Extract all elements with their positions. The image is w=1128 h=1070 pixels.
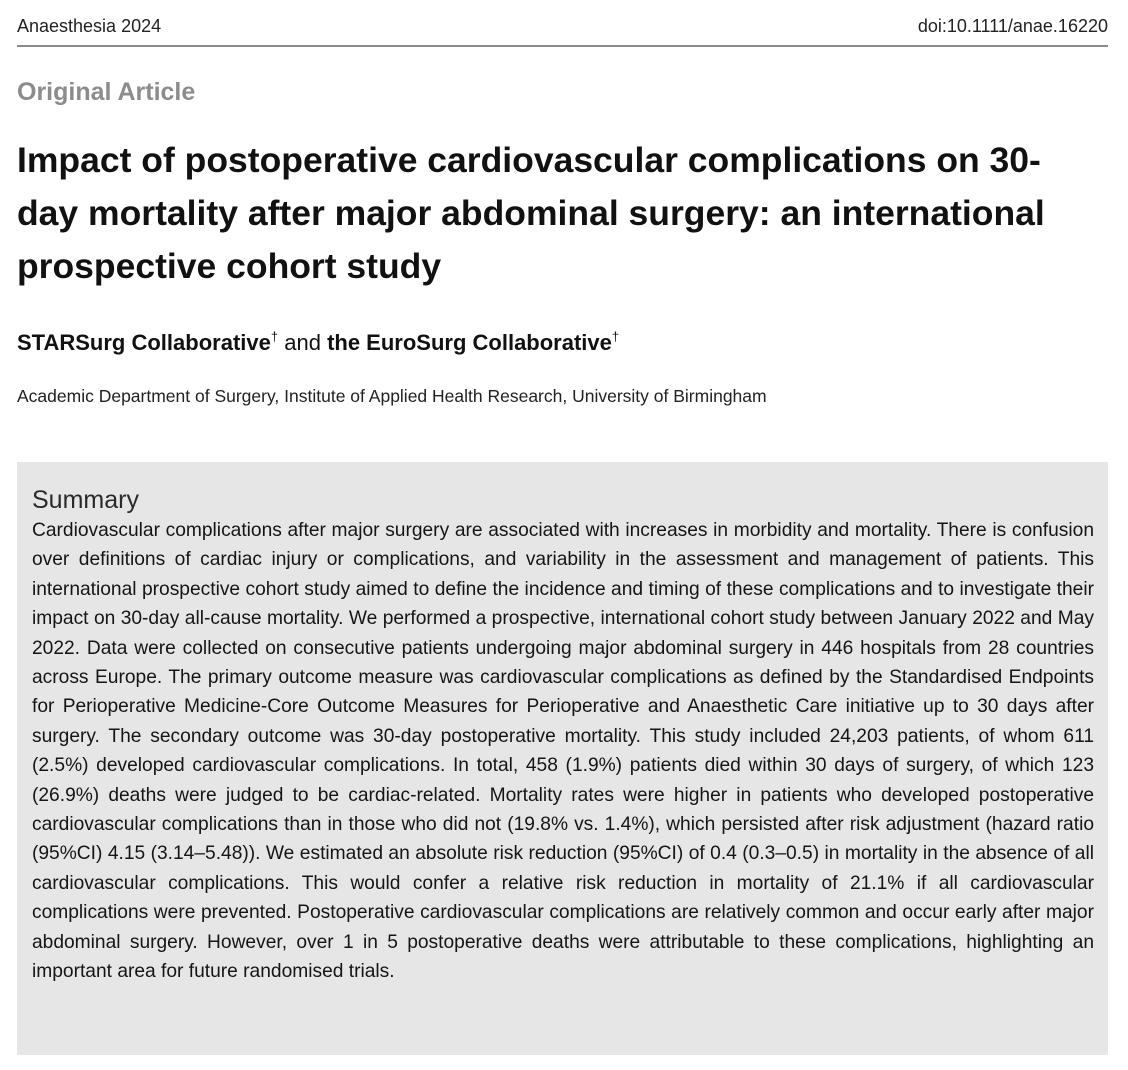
author-name[interactable]: STARSurg Collaborative [17, 330, 271, 355]
summary-heading: Summary [32, 486, 139, 514]
article-page [17, 0, 1108, 1070]
running-header [17, 13, 1108, 39]
article-title: Impact of postoperative cardiovascular complications on 30-day mortality after major abdominal surgery: an international prospective cohort study [17, 140, 1045, 286]
summary-text: Cardiovascular complications after major surgery are associated with increases in morbidity and mortality. There is confusion over definitions of cardiac injury or complications, and variability in the assessment and management of patients. This international prospective cohort study aimed to define the incidence and timing of these complications and to investigate their impact on 30-day all-cause mortality. We performed a prospective, international cohort study between January 2022 and May 2022. Data were collected on consecutive patients undergoing major abdominal surgery in 446 hospitals from 28 countries across Europe. The primary outcome measure was cardiovascular complications as defined by the Standardised Endpoints for Perioperative Medicine-Core Outcome Measures for Perioperative and Anaesthetic Care initiative up to 30 days after surgery. The secondary outcome was 30-day postoperative mortality. This study included 24,203 patients, of whom 611 (2.5%) developed cardiovascular complications. In total, 458 (1.9%) patients died within 30 days of surgery, of which 123 (26.9%) deaths were judged to be cardiac-related. Mortality rates were higher in patients who developed postoperative cardiovascular complications than in those who did not (19.8% vs. 1.4%), which persisted after risk adjustment (hazard ratio (95%CI) 4.15 (3.14–5.48)). We estimated an absolute risk reduction (95%CI) of 0.4 (0.3–0.5) in mortality in the absence of all cardiovascular complications. This would confer a relative risk reduction in mortality of 21.1% if all cardiovascular complications were prevented. Postoperative cardiovascular complications are relatively common and occur early after major abdominal surgery. However, over 1 in 5 postoperative deaths were attributable to these complications, highlighting an important area for future randomised trials. [32, 520, 1094, 983]
author-affiliation: Academic Department of Surgery, Institute of Applied Health Research, University of Birmingham [17, 386, 767, 406]
author-footnote-mark[interactable]: † [611, 329, 620, 344]
author-connector: and [284, 330, 321, 355]
author-list [17, 330, 619, 356]
doi-link[interactable]: doi:10.1111/anae.16220 [917, 15, 1108, 36]
journal-name: Anaesthesia 2024 [17, 15, 162, 36]
summary-box [17, 462, 1108, 1055]
article-type-label: Original Article [17, 78, 196, 106]
author-name[interactable]: the EuroSurg Collaborative [327, 330, 612, 355]
author-footnote-mark[interactable]: † [270, 329, 279, 344]
header-divider [17, 45, 1108, 47]
